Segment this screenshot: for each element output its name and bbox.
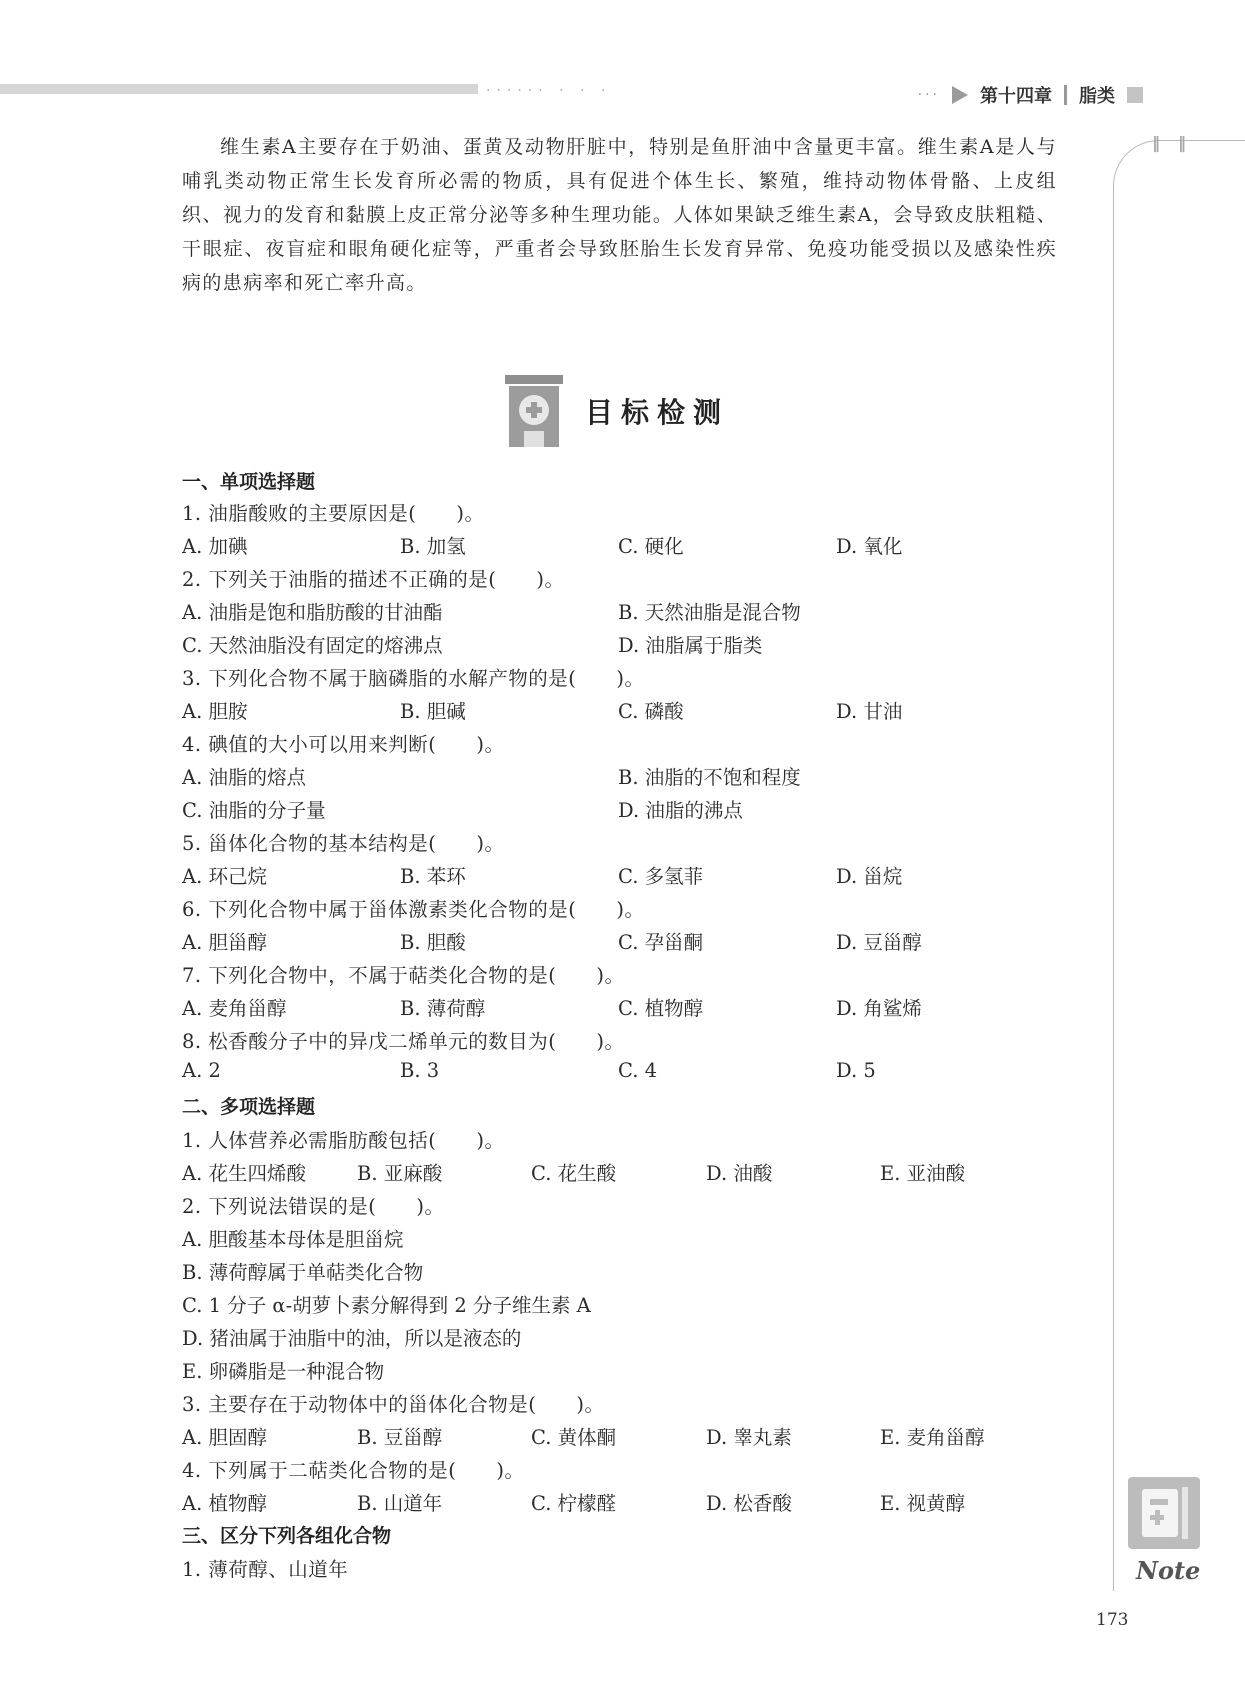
option: D. 甘油: [836, 700, 903, 723]
option: E. 视黄醇: [880, 1492, 966, 1515]
option: B. 加氢: [400, 535, 466, 558]
option: C. 多氢菲: [618, 865, 704, 888]
option: B. 油脂的不饱和程度: [618, 766, 801, 789]
option-row: [182, 597, 1062, 627]
option: B. 苯环: [400, 865, 466, 888]
option: B. 山道年: [357, 1492, 443, 1515]
option: D. 睾丸素: [706, 1426, 792, 1449]
option: B. 3: [400, 1059, 440, 1082]
option: A. 植物醇: [182, 1492, 267, 1515]
binder-pins-icon: ‖‖: [1152, 133, 1204, 152]
option: D. 豆甾醇: [836, 931, 922, 954]
option: C. 油脂的分子量: [182, 799, 326, 822]
option: D. 油脂的沸点: [618, 799, 743, 822]
note-label: Note: [1136, 1556, 1201, 1585]
option: A. 油脂是饱和脂肪酸的甘油酯: [182, 601, 443, 624]
square-icon: [1127, 87, 1143, 103]
option: C. 花生酸: [531, 1162, 617, 1185]
intro-paragraph: 维生素A主要存在于奶油、蛋黄及动物肝脏中，特别是鱼肝油中含量更丰富。维生素A是人与哺乳类动物正常生长发育所必需的物质，具有促进个体生长、繁殖，维持动物体骨骼、上皮组织、视力的发育和黏膜上皮正常分泌等多种生理功能。人体如果缺乏维生素A，会导致皮肤粗糙、干眼症、夜盲症和眼角硬化症等，严重者会导致胚胎生长发育异常、免疫功能受损以及感染性疾病的患病率和死亡率升高。: [182, 136, 1057, 294]
option: A. 花生四烯酸: [182, 1162, 306, 1185]
option: E. 麦角甾醇: [880, 1426, 985, 1449]
running-header: [918, 82, 1143, 108]
banner-title: 目标检测: [585, 396, 730, 429]
option: C. 硬化: [618, 535, 684, 558]
option: B. 胆酸: [400, 931, 466, 954]
hospital-building-icon: [505, 375, 563, 447]
question: 4. 碘值的大小可以用来判断( )。: [182, 733, 505, 756]
option: E. 亚油酸: [880, 1162, 966, 1185]
option: A. 环己烷: [182, 865, 267, 888]
section-heading: 一、单项选择题: [182, 471, 316, 493]
margin-rule: [1113, 140, 1245, 1591]
option: D. 油脂属于脂类: [618, 634, 763, 657]
header-separator: [1064, 85, 1067, 105]
option: D. 甾烷: [836, 865, 903, 888]
option: D. 猪油属于油脂中的油，所以是液态的: [182, 1327, 522, 1350]
option: D. 5: [836, 1059, 876, 1082]
option-row: [182, 1158, 1062, 1188]
question: 2. 下列关于油脂的描述不正确的是( )。: [182, 568, 565, 591]
question: 1. 薄荷醇、山道年: [182, 1558, 349, 1581]
question: 1. 人体营养必需脂肪酸包括( )。: [182, 1129, 505, 1152]
header-lead-dots: ···: [917, 87, 940, 103]
header-dots: ······ · · ·: [486, 83, 612, 99]
option-row: [182, 762, 1062, 792]
option: B. 豆甾醇: [357, 1426, 443, 1449]
section-heading: 三、区分下列各组化合物: [182, 1525, 392, 1547]
note-icon: [1128, 1477, 1200, 1549]
option-row: [182, 1488, 1062, 1518]
question: 7. 下列化合物中，不属于萜类化合物的是( )。: [182, 964, 625, 987]
option: E. 卵磷脂是一种混合物: [182, 1360, 385, 1383]
question: 3. 下列化合物不属于脑磷脂的水解产物的是( )。: [182, 667, 645, 690]
option-row: [182, 861, 1062, 891]
section-heading: 二、多项选择题: [182, 1096, 316, 1118]
option-row: [182, 993, 1062, 1023]
question: 3. 主要存在于动物体中的甾体化合物是( )。: [182, 1393, 605, 1416]
option: D. 油酸: [706, 1162, 773, 1185]
option: A. 麦角甾醇: [182, 997, 287, 1020]
question: 5. 甾体化合物的基本结构是( )。: [182, 832, 505, 855]
section-banner: [505, 375, 729, 447]
option: A. 胆固醇: [182, 1426, 267, 1449]
option: C. 柠檬醛: [531, 1492, 617, 1515]
option: C. 天然油脂没有固定的熔沸点: [182, 634, 443, 657]
option-row: [182, 630, 1062, 660]
option: B. 天然油脂是混合物: [618, 601, 801, 624]
topic-label: 脂类: [1079, 86, 1115, 107]
option-row: [182, 1422, 1062, 1452]
page-number: 173: [1096, 1610, 1129, 1630]
question: 6. 下列化合物中属于甾体激素类化合物的是( )。: [182, 898, 645, 921]
option: B. 薄荷醇属于单萜类化合物: [182, 1261, 424, 1284]
option-row: [182, 927, 1062, 957]
question: 4. 下列属于二萜类化合物的是( )。: [182, 1459, 525, 1482]
option: A. 2: [182, 1059, 221, 1082]
option: C. 4: [618, 1059, 658, 1082]
option: C. 磷酸: [618, 700, 684, 723]
option-row: [182, 1059, 1062, 1089]
option: D. 松香酸: [706, 1492, 792, 1515]
option: C. 植物醇: [618, 997, 704, 1020]
option-row: [182, 696, 1062, 726]
option: A. 油脂的熔点: [182, 766, 306, 789]
arrow-icon: [952, 86, 968, 104]
option: B. 胆碱: [400, 700, 466, 723]
option: A. 胆酸基本母体是胆甾烷: [182, 1228, 404, 1251]
option: A. 加碘: [182, 535, 248, 558]
option-row: [182, 795, 1062, 825]
option: C. 黄体酮: [531, 1426, 617, 1449]
question: 8. 松香酸分子中的异戊二烯单元的数目为( )。: [182, 1030, 625, 1053]
option: B. 亚麻酸: [357, 1162, 443, 1185]
option-row: [182, 531, 1062, 561]
question: 2. 下列说法错误的是( )。: [182, 1195, 445, 1218]
chapter-label: 第十四章: [980, 86, 1052, 107]
option: A. 胆甾醇: [182, 931, 267, 954]
option: D. 氧化: [836, 535, 903, 558]
option: D. 角鲨烯: [836, 997, 922, 1020]
option: A. 胆胺: [182, 700, 248, 723]
option: C. 1 分子 α-胡萝卜素分解得到 2 分子维生素 A: [182, 1294, 591, 1317]
option: B. 薄荷醇: [400, 997, 486, 1020]
header-rule: [0, 84, 478, 94]
question: 1. 油脂酸败的主要原因是( )。: [182, 502, 485, 525]
option: C. 孕甾酮: [618, 931, 704, 954]
